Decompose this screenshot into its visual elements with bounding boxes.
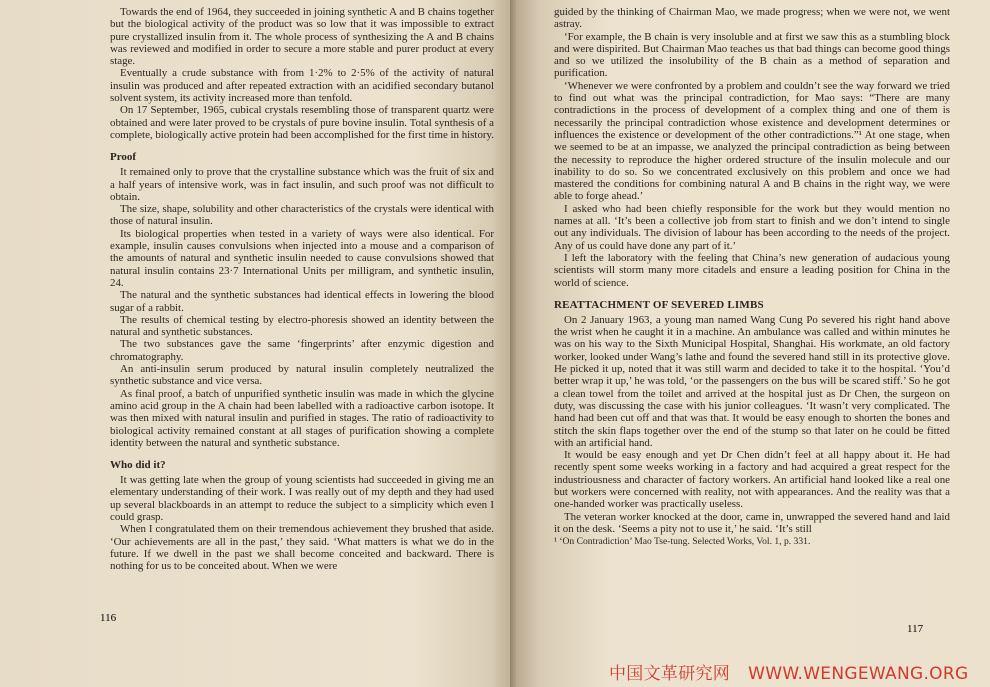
paragraph: guided by the thinking of Chairman Mao, we made progress; when we were not, we went astray. xyxy=(554,6,950,31)
site-watermark xyxy=(609,659,968,684)
page-number-right: 117 xyxy=(907,623,924,635)
watermark-url: WWW.WENGEWANG.ORG xyxy=(748,664,969,684)
paragraph: I left the laboratory with the feeling that China’s new generation of audacious young scientists will storm many more citadels and ensure a leading position for China in the world of science. xyxy=(554,251,950,289)
paragraph: The size, shape, solubility and other characteristics of the crystals were identical with those of natural insulin. xyxy=(110,203,494,228)
paragraph: It would be easy enough and yet Dr Chen didn’t feel at all happy about it. He had recently spent some weeks working in a factory and had acquired a great respect for the industriousness and character of factory workers. An artificial hand looked like a real one but workers were concerned with reality, not with appearances. And the reality was that a one-handed worker was practically useless. xyxy=(554,449,950,511)
paragraph: ‘Whenever we were confronted by a problem and couldn’t see the way forward we tried to find out what was the principal contradiction, for Mao says: “There are many contradictions in the process of development of a complex thing and one of them is necessarily the principal contradiction whose existence and development determines or influences the existence or development of the other contradictions.”¹ At one stage, when we seemed to be at an impasse, we analyzed the principal contradiction as being between the necessity to reproduce the higher ordered structure of the insulin molecule and our inability to do so. So we concentrated exclusively on this problem and once we had mastered the conditions for combining natural A and B chains in the right way, we were able to forge ahead.’ xyxy=(554,79,950,203)
paragraph: On 2 January 1963, a young man named Wang Cung Po severed his right hand above the wrist when he caught it in a machine. An ambulance was called and within minutes he was on his way to the Sixth Municipal Hospital, Shanghai. His workmate, an old factory worker, looked under Wang’s lathe and found the severed hand still in its protective glove. He picked it up, noted that it was still warm and decided to take it to the hospital. ‘You’d better wrap it up,’ he was told, ‘or the passengers on the bus will be scared stiff.’ So he got a clean towel from the toilet and arrived at the hospital just as Dr Chen, the surgeon on duty, was discussing the case with his junior colleagues. ‘It wasn’t very complicated. The hand had been cut off and that was that. It would be easy enough to shorten the bones and stitch the skin flaps together over the end of the stump so that later on he could be fitted with an artificial hand. xyxy=(554,313,950,449)
paragraph: ‘For example, the B chain is very insoluble and at first we saw this as a stumbling block and were dispirited. But Chairman Mao teaches us that bad things can become good things and so we utilized the insolubility of the B chain as a method of separation and purification. xyxy=(554,30,950,80)
paragraph: On 17 September, 1965, cubical crystals resembling those of transparent quartz were obtained and were later proved to be crystals of pure bovine insulin. Total synthesis of a complete, biologically active protein had been accomplished for the first time in history. xyxy=(110,104,494,141)
paragraph: I asked who had been chiefly responsible for the work but they would mention no names at all. ‘It’s been a collective job from start to finish and we don’t intend to single out any individuals. The division of labour has been according to the needs of the project. Any of us could have done any part of it.’ xyxy=(554,202,950,252)
page-number-left: 116 xyxy=(100,612,117,624)
paragraph: The natural and the synthetic substances had identical effects in lowering the blood sugar of a rabbit. xyxy=(110,289,494,314)
section-heading-who-did-it: Who did it? xyxy=(110,459,166,472)
paragraph: It was getting late when the group of young scientists had succeeded in giving me an elementary understanding of their work. I was really out of my depth and they had used up several blackboards in an attempt to reduce the subject to a simplicity which even I could grasp. xyxy=(110,474,494,523)
paragraph: It remained only to prove that the crystalline substance which was the fruit of six and a half years of intensive work, was in fact insulin, and such proof was not difficult to obtain. xyxy=(110,166,494,203)
paragraph: Eventually a crude substance with from 1·2% to 2·5% of the activity of natural insulin was produced and after repeated extraction with an acidified secondary butanol solvent system, its activity increased more than tenfold. xyxy=(110,67,494,105)
paragraph: As final proof, a batch of unpurified synthetic insulin was made in which the glycine amino acid group in the A chain had been labelled with a radioactive carbon isotope. It was then mixed with natural insulin and purified in stages. The ratio of radioactivity to biological activity remained constant at all stages of purification showing a complete identity between the natural and synthetic substance. xyxy=(110,387,494,449)
paragraph: The results of chemical testing by electro-phoresis showed an identity between the natural and synthetic substances. xyxy=(110,313,494,339)
paragraph: The veteran worker knocked at the door, came in, unwrapped the severed hand and laid it on the desk. ‘Seems a pity not to use it,’ he said. ‘It’s still xyxy=(554,510,950,535)
section-heading-proof: Proof xyxy=(110,151,137,164)
paragraph: When I congratulated them on their tremendous achievement they brushed that aside. ‘Our achievements are all in the past,’ they said. ‘What matters is what we do in the future. If we dwell in the past we shall become conceited and backward. There is nothing for us to be conceited about. When we were xyxy=(110,523,494,573)
footnote: ¹ ‘On Contradiction’ Mao Tse-tung. Selected Works, Vol. 1, p. 331. xyxy=(554,536,811,548)
paragraph: An anti-insulin serum produced by natural insulin completely neutralized the synthetic substance and vice versa. xyxy=(110,363,494,388)
paragraph: Towards the end of 1964, they succeeded in joining synthetic A and B chains together but the biological activity of the product was so low that it was impossible to extract pure crystallized insulin from it. The whole process of synthesizing the A and B chains was reviewed and modified in order to secure a more stable and purer product at every stage. xyxy=(110,6,494,68)
paragraph: Its biological properties when tested in a variety of ways were also identical. For example, insulin causes convulsions when injected into a mouse and a comparison of the amounts of natural and synthetic insulin needed to cause convulsions showed that natural insulin contains 23·7 International Units per milligram, and synthetic insulin, 24. xyxy=(110,227,494,289)
right-page xyxy=(516,0,990,687)
watermark-chinese: 中国文革研究网 xyxy=(609,664,731,684)
section-heading-reattachment: REATTACHMENT OF SEVERED LIMBS xyxy=(554,298,764,311)
paragraph: The two substances gave the same ‘fingerprints’ after enzymic digestion and chromatography. xyxy=(110,338,494,363)
